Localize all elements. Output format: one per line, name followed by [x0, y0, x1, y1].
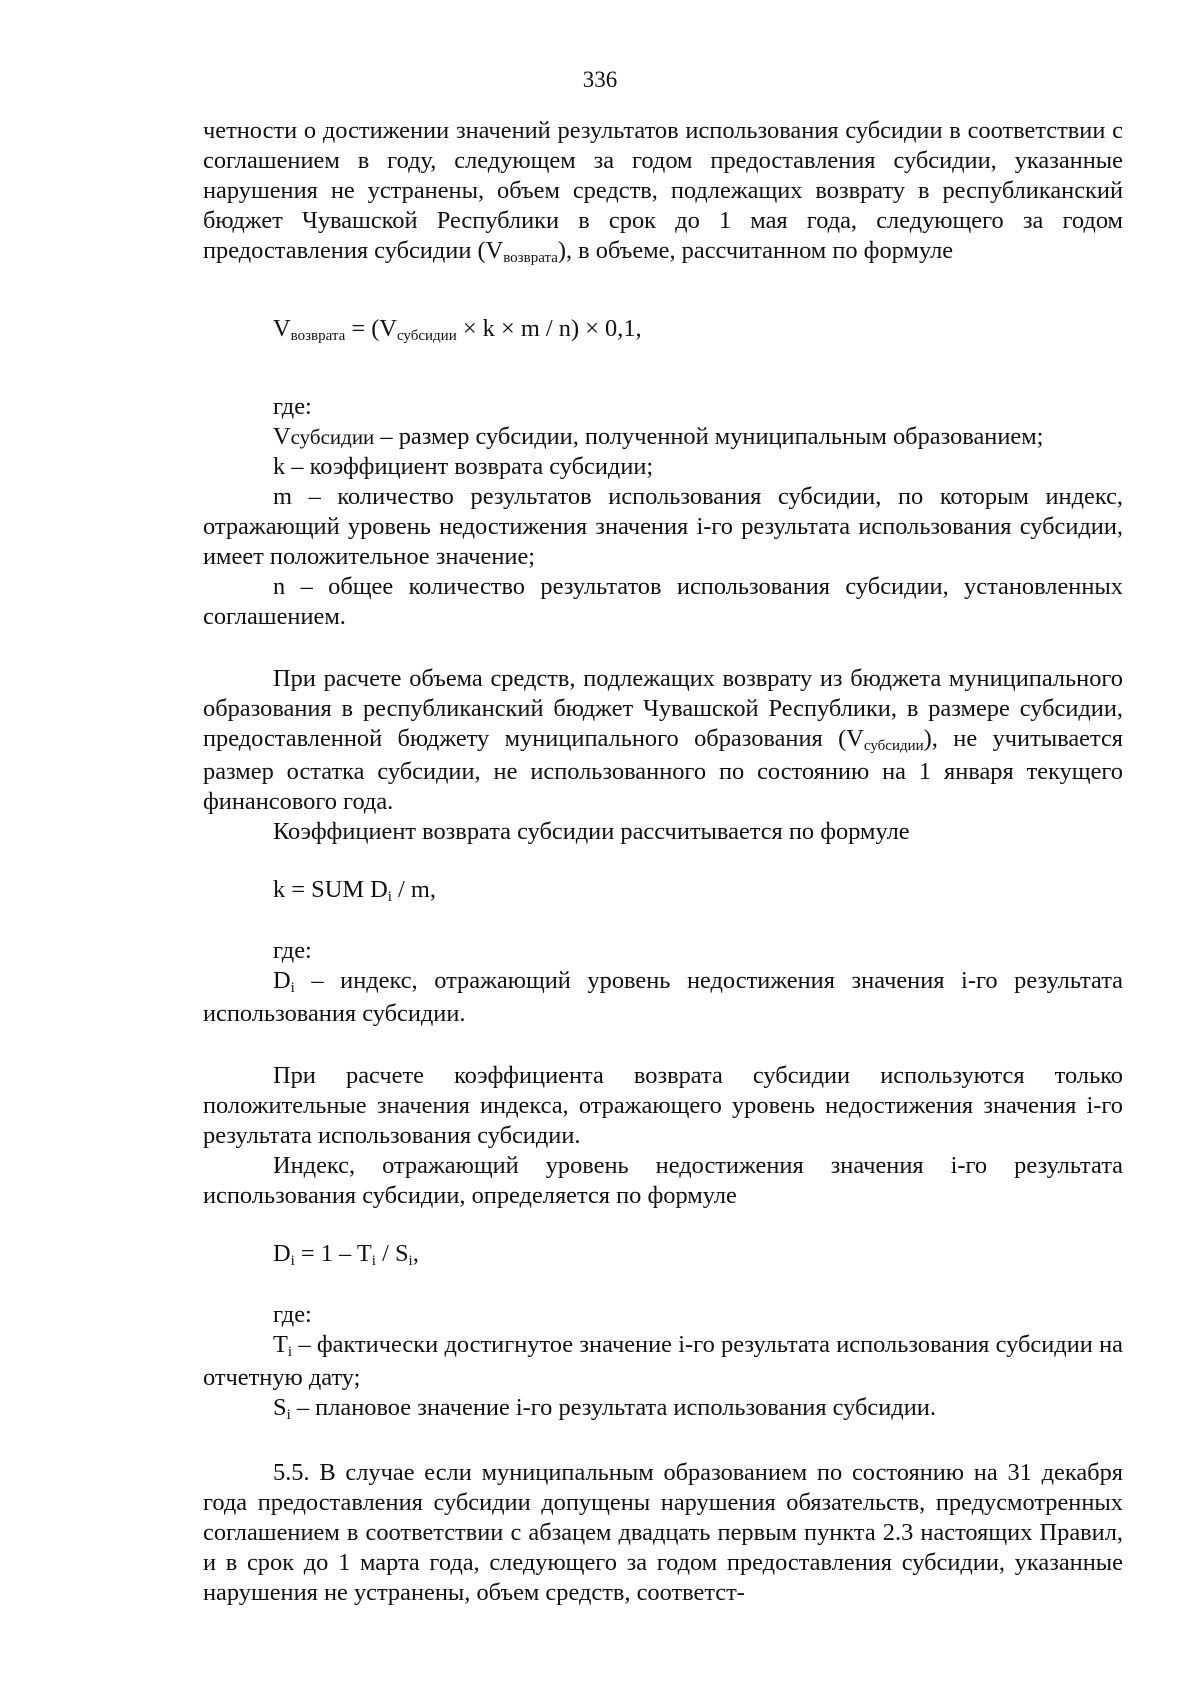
- page-number: 336: [582, 67, 618, 92]
- where-label: где:: [273, 937, 312, 964]
- document-body: [203, 116, 1123, 1608]
- paragraph-positive-values: При расчете коэффициента возврата субсидии используются только положительные значения индекса, отражающего уровень недостижения значения i-го результата использования субсидии.: [203, 1062, 1123, 1149]
- formula-return-volume: $V_{возврата} = (V_{субсидии} \times k \times m / n) \times 0,1$,: [273, 315, 642, 344]
- definition-d: $D_i$ – индекс, отражающий уровень недостижения значения i-го результата использования субсидии.: [203, 967, 1123, 1027]
- paragraph-section-5-5: 5.5. В случае если муниципальным образованием по состоянию на 31 декабря года предоставления субсидии допущены нарушения обязательств, предусмотренных соглашением в соответствии с абзацем двадцать первым пункта 2.3 настоящих Правил, и в срок до 1 марта года, следующего за годом предоставления субсидии, указанные нарушения не устранены, объем средств, соответст-: [203, 1459, 1123, 1606]
- where-label: где:: [273, 393, 312, 420]
- formula-index: $D_i = 1 - T_i / S_i$,: [273, 1240, 419, 1269]
- definition-n: n – общее количество результатов использования субсидии, установленных соглашением.: [203, 573, 1123, 630]
- paragraph-calculation: При расчете объема средств, подлежащих возврату из бюджета муниципального образования в республиканский бюджет Чувашской Республики, в размере субсидии, предоставленной бюджету муниципального образования $(V_{субсидии})$, не учитывается размер остатка субсидии, не использованного по состоянию на 1 января текущего финансового года.: [203, 665, 1123, 815]
- paragraph-index: Индекс, отражающий уровень недостижения значения i-го результата использования субсидии, определяется по формуле: [203, 1152, 1123, 1209]
- definition-v: Vсубсидии – размер субсидии, полученной муниципальным образованием;: [273, 423, 1044, 450]
- definition-m: m – количество результатов использования субсидии, по которым индекс, отражающий уровень недостижения значения i-го результата использования субсидии, имеет положительное значение;: [203, 483, 1123, 570]
- formula-coefficient: k = SUM $D_i$ / m,: [273, 876, 436, 905]
- definition-s: $S_i$ – плановое значение i-го результата использования субсидии.: [273, 1394, 936, 1423]
- paragraph-coefficient: Коэффициент возврата субсидии рассчитывается по формуле: [273, 818, 910, 845]
- paragraph-continued: четности о достижении значений результатов использования субсидии в соответствии с соглашением в году, следующем за годом предоставления субсидии, указанные нарушения не устранены, объем средств, подлежащих возврату в республиканский бюджет Чувашской Республики в срок до 1 мая года, следующего за годом предоставления субсидии $(V_{возврата})$, в объеме, рассчитанном по формуле: [203, 117, 1123, 266]
- definition-k: k – коэффициент возврата субсидии;: [273, 453, 654, 480]
- definition-t: $T_i$ – фактически достигнутое значение i-го результата использования субсидии на отчетную дату;: [203, 1331, 1123, 1391]
- where-label: где:: [273, 1301, 312, 1328]
